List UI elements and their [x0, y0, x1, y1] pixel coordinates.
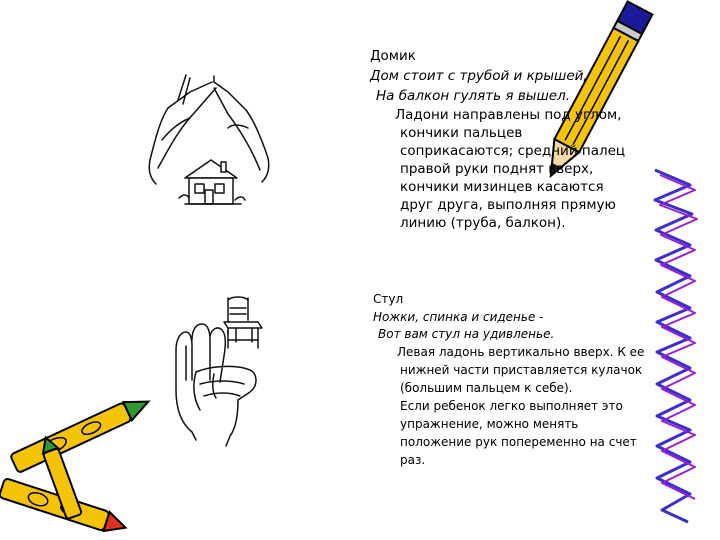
house-description-line: кончики мизинцев касаются	[400, 179, 604, 195]
chair-description-line: Если ребенок легко выполняет это	[400, 399, 623, 413]
chair-verse-line-2: Вот вам стул на удивленье.	[378, 327, 555, 341]
chair-description-line: (большим пальцем к себе).	[400, 381, 573, 395]
house-description-line: соприкасаются; средний палец	[400, 143, 626, 159]
house-description-line: линию (труба, балкон).	[400, 215, 566, 231]
chair-gesture-illustration	[176, 297, 262, 446]
house-description	[370, 106, 625, 232]
house-description-line: Ладони направлены под углом,	[395, 107, 622, 123]
chair-title: Стул	[373, 292, 404, 306]
chair-description-line: нижней части приставляется кулачок	[400, 363, 643, 377]
chair-description-line: Левая ладонь вертикально вверх. К ее	[397, 345, 645, 359]
chair-description-line: раз.	[400, 453, 426, 467]
house-section	[370, 46, 625, 232]
chair-description-line: упражнение, можно менять	[400, 417, 579, 431]
chair-description-line: положение рук попеременно на счет	[400, 435, 637, 449]
chair-description	[373, 343, 644, 469]
house-description-line: кончики пальцев	[400, 125, 523, 141]
house-title: Домик	[370, 48, 416, 64]
house-gesture-illustration	[149, 75, 269, 204]
house-verse-line-2: На балкон гулять я вышел.	[376, 88, 571, 104]
house-description-line: правой руки поднят вверх,	[400, 161, 594, 177]
chair-verse-line-1: Ножки, спинка и сиденье -	[373, 310, 544, 324]
zigzag-decoration	[655, 170, 697, 522]
crayons-icon	[0, 392, 153, 537]
chair-section	[373, 290, 644, 469]
house-verse-line-1: Дом стоит с трубой и крышей,	[370, 68, 588, 84]
house-description-line: друг друга, выполняя прямую	[400, 197, 616, 213]
